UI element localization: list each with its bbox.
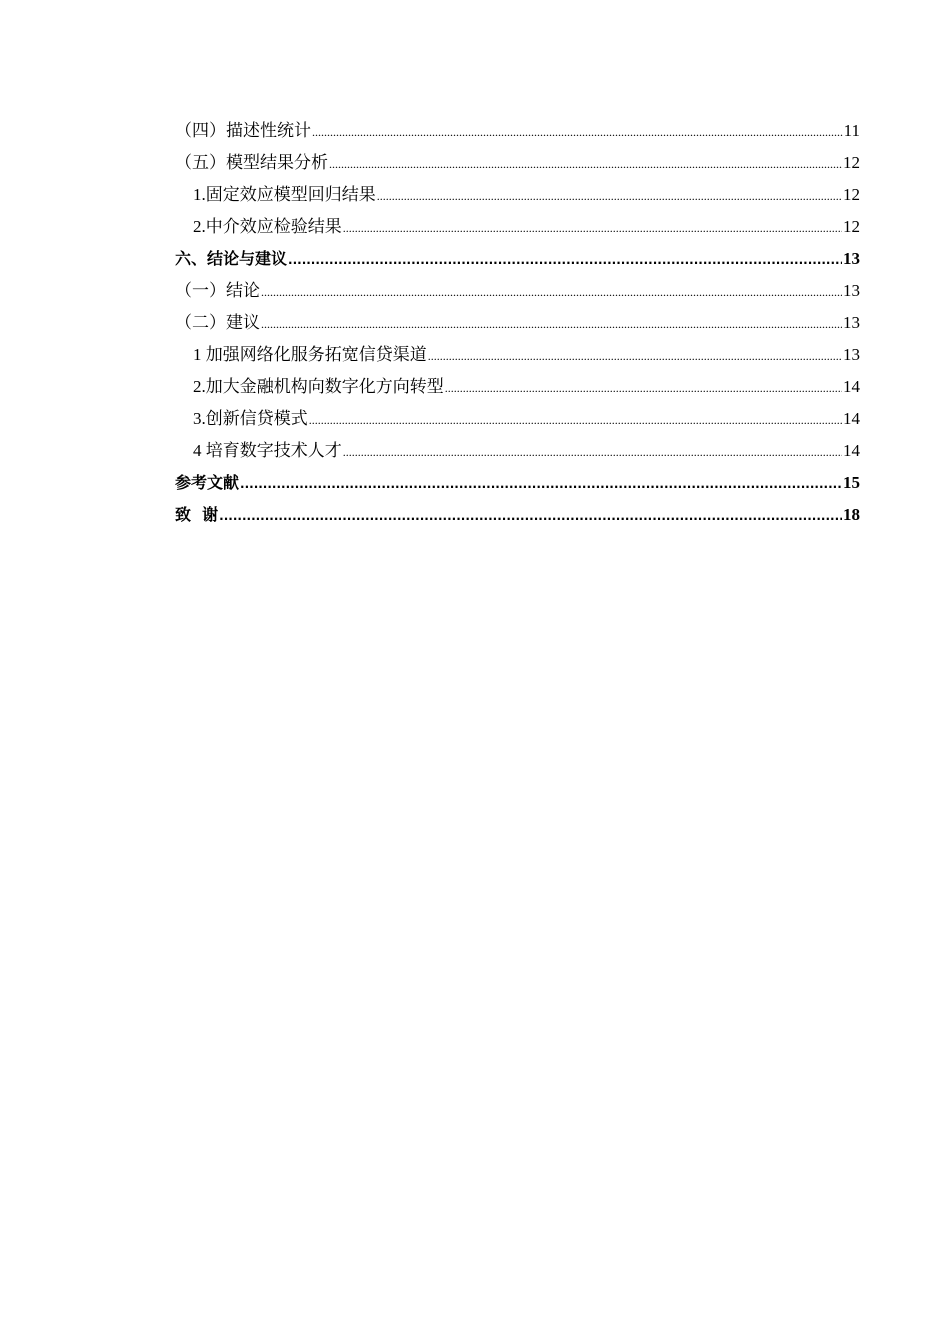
table-of-contents	[175, 115, 860, 531]
toc-entry-label: 1 加强网络化服务拓宽信贷渠道	[193, 345, 427, 364]
toc-entry[interactable]	[175, 211, 860, 243]
toc-entry[interactable]	[175, 435, 860, 467]
toc-entry-page: 14	[843, 441, 860, 460]
toc-entry-page: 13	[843, 281, 860, 300]
toc-entry-label: 1.固定效应模型回归结果	[193, 185, 376, 204]
toc-entry-label: 参考文献	[175, 473, 240, 492]
toc-entry-page: 12	[843, 153, 860, 172]
toc-entry-page: 14	[843, 377, 860, 396]
toc-entry-label: 六、结论与建议	[175, 249, 288, 268]
toc-entry[interactable]	[175, 179, 860, 211]
toc-dot-leader	[219, 500, 842, 532]
toc-dot-leader	[288, 244, 842, 276]
toc-entry-label: 3.创新信贷模式	[193, 409, 308, 428]
toc-entry[interactable]	[175, 147, 860, 179]
toc-entry[interactable]	[175, 339, 860, 371]
toc-entry-chapter[interactable]	[175, 243, 860, 275]
toc-entry-label: 2.中介效应检验结果	[193, 217, 342, 236]
toc-dot-leader	[343, 212, 842, 244]
toc-entry-page: 13	[843, 313, 860, 332]
toc-dot-leader	[428, 340, 842, 372]
toc-dot-leader	[329, 148, 842, 180]
toc-dot-leader	[343, 436, 842, 468]
toc-dot-leader	[377, 180, 842, 212]
toc-entry-label: 致 谢	[175, 505, 219, 524]
toc-dot-leader	[309, 404, 842, 436]
toc-entry-page: 12	[843, 217, 860, 236]
toc-entry[interactable]	[175, 403, 860, 435]
toc-entry[interactable]	[175, 307, 860, 339]
toc-entry-page: 14	[843, 409, 860, 428]
toc-entry-page: 13	[843, 345, 860, 364]
toc-entry-page: 11	[843, 121, 860, 140]
toc-entry-page: 13	[843, 249, 860, 268]
toc-entry-label: （五）模型结果分析	[175, 153, 328, 172]
toc-dot-leader	[240, 468, 842, 500]
toc-entry-label: （一）结论	[175, 281, 260, 300]
toc-entry[interactable]	[175, 275, 860, 307]
toc-entry[interactable]	[175, 115, 860, 147]
toc-entry-acknowledgements[interactable]	[175, 499, 860, 531]
toc-entry-page: 15	[843, 473, 860, 492]
toc-entry-label: （二）建议	[175, 313, 260, 332]
toc-entry-label: 2.加大金融机构向数字化方向转型	[193, 377, 444, 396]
toc-dot-leader	[261, 308, 842, 340]
toc-entry-page: 18	[843, 505, 860, 524]
toc-dot-leader	[261, 276, 842, 308]
toc-entry-page: 12	[843, 185, 860, 204]
toc-entry[interactable]	[175, 371, 860, 403]
toc-dot-leader	[445, 372, 842, 404]
toc-entry-references[interactable]	[175, 467, 860, 499]
toc-entry-label: （四）描述性统计	[175, 121, 311, 140]
toc-entry-label: 4 培育数字技术人才	[193, 441, 342, 460]
toc-dot-leader	[312, 116, 843, 148]
